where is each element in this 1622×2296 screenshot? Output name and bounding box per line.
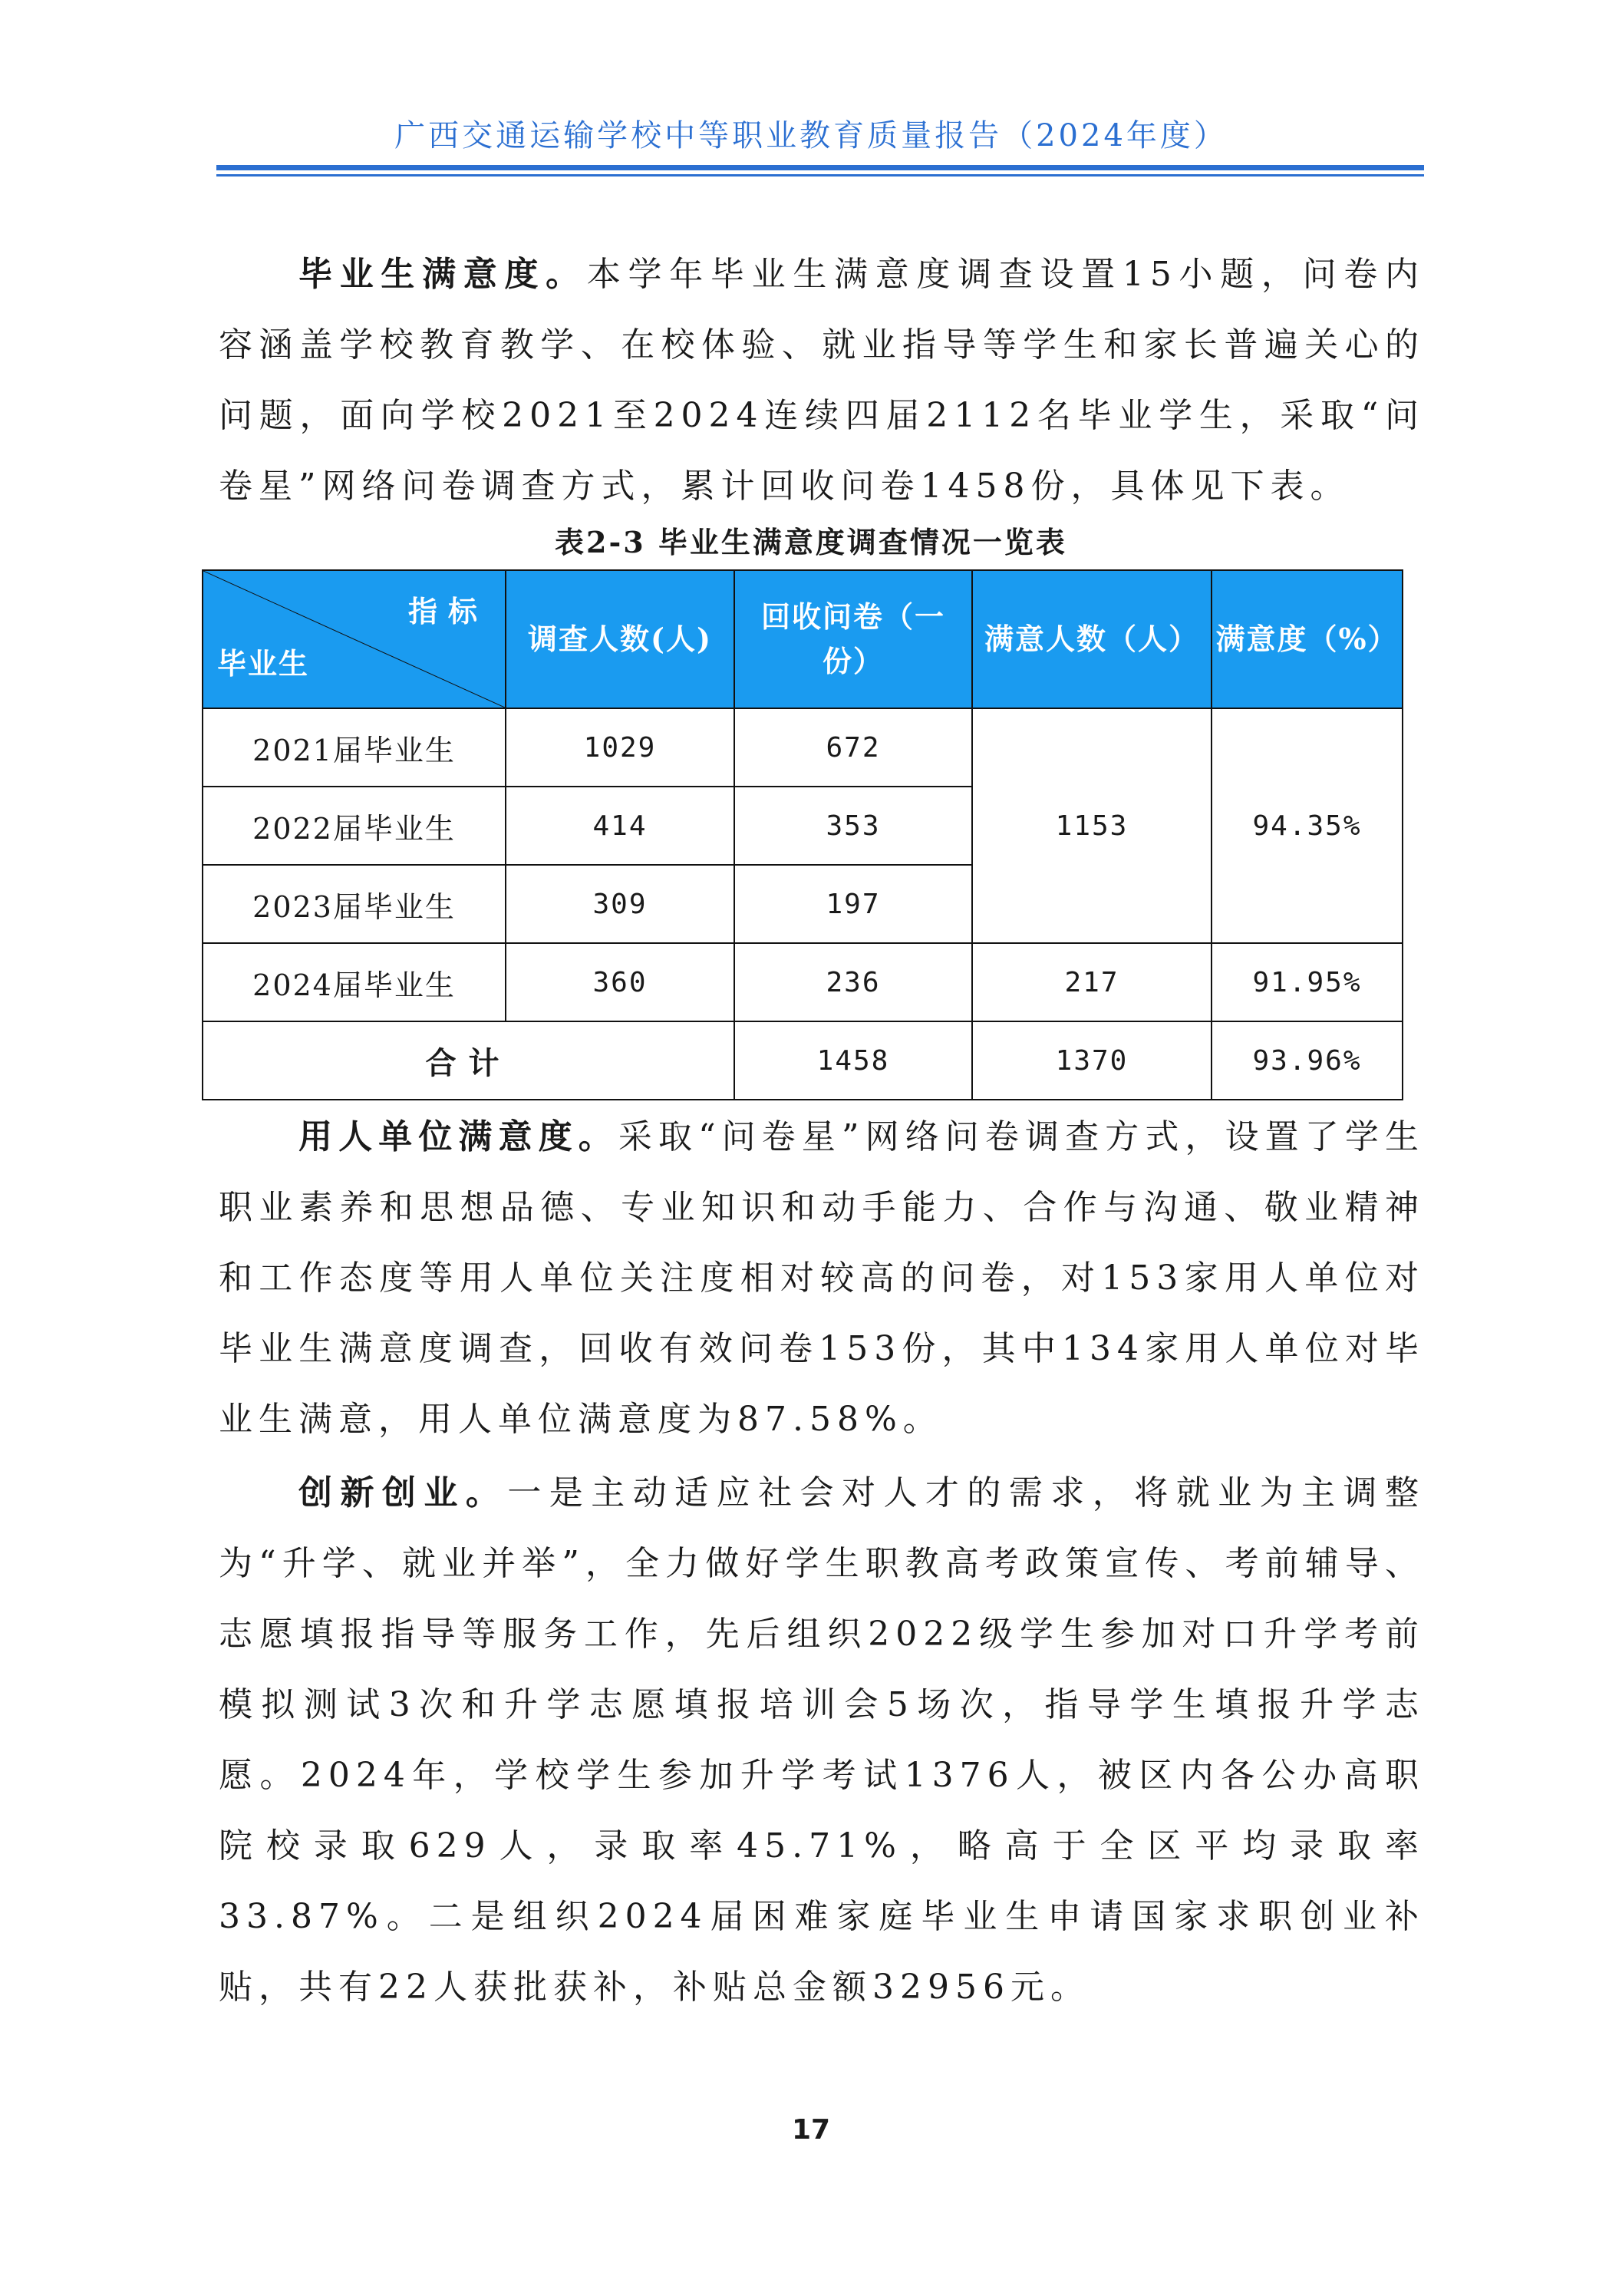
table-caption: 表2-3 毕业生满意度调查情况一览表 bbox=[555, 525, 1067, 559]
page-number: 17 bbox=[791, 2114, 831, 2146]
cell-surveyed: 309 bbox=[506, 865, 734, 943]
row-label: 2021届毕业生 bbox=[203, 708, 506, 787]
paragraph-text: 本学年毕业生满意度调查设置15小题，问卷内容涵盖学校教育教学、在校体验、就业指导等学生和家长普遍关心的问题，面向学校2021至2024连续四届2112名毕业学生，采取“问卷星”网络问卷调查方式，累计回收问卷1458份，具体见下表。 bbox=[219, 255, 1425, 506]
row-label: 2023届毕业生 bbox=[203, 865, 506, 943]
header-satisfied: 满意人数（人） bbox=[972, 570, 1212, 708]
diagonal-header-cell bbox=[203, 570, 506, 708]
header-returned: 回收问卷（一份） bbox=[734, 570, 972, 708]
header-graduate-label: 毕业生 bbox=[217, 646, 310, 681]
cell-returned: 353 bbox=[734, 787, 972, 865]
header-surveyed: 调查人数(人) bbox=[506, 570, 734, 708]
paragraph-lead: 用人单位满意度。 bbox=[298, 1117, 618, 1156]
total-returned: 1458 bbox=[734, 1021, 972, 1100]
paragraph-employer-satisfaction bbox=[219, 1102, 1425, 1455]
header-rule bbox=[216, 165, 1424, 170]
table-row bbox=[203, 943, 1403, 1021]
table-row bbox=[203, 708, 1403, 787]
header-indicator-label: 指标 bbox=[407, 594, 488, 628]
total-satisfied: 1370 bbox=[972, 1021, 1212, 1100]
cell-surveyed: 1029 bbox=[506, 708, 734, 787]
paragraph-innovation-entrepreneurship bbox=[219, 1458, 1425, 2023]
total-label: 合计 bbox=[203, 1021, 734, 1100]
paragraph-text: 一是主动适应社会对人才的需求，将就业为主调整为“升学、就业并举”，全力做好学生职教高考政策宣传、考前辅导、志愿填报指导等服务工作，先后组织2022级学生参加对口升学考前模拟测试3次和升学志愿填报培训会5场次，指导学生填报升学志愿。2024年，学校学生参加升学考试1376人，被区内各公办高职院校录取629人，录取率45.71%，略高于全区平均录取率33.87%。二是组织2024届困难家庭毕业生申请国家求职创业补贴，共有22人获批获补，补贴总金额32956元。 bbox=[219, 1473, 1426, 2007]
table-total-row bbox=[203, 1021, 1403, 1100]
cell-rate-merged: 94.35% bbox=[1212, 708, 1403, 943]
paragraph-graduate-satisfaction bbox=[219, 239, 1425, 522]
header-rule-thin bbox=[216, 174, 1424, 176]
paragraph-lead: 创新创业。 bbox=[298, 1473, 508, 1513]
total-rate: 93.96% bbox=[1212, 1021, 1403, 1100]
paragraph-text: 采取“问卷星”网络问卷调查方式，设置了学生职业素养和思想品德、专业知识和动手能力、合作与沟通、敬业精神和工作态度等用人单位关注度相对较高的问卷，对153家用人单位对毕业生满意度调查，回收有效问卷153份，其中134家用人单位对毕业生满意，用人单位满意度为87.58%。 bbox=[219, 1117, 1425, 1439]
cell-satisfied: 217 bbox=[972, 943, 1212, 1021]
cell-rate: 91.95% bbox=[1212, 943, 1403, 1021]
cell-returned: 197 bbox=[734, 865, 972, 943]
cell-returned: 236 bbox=[734, 943, 972, 1021]
report-header-title: 广西交通运输学校中等职业教育质量报告（2024年度） bbox=[394, 118, 1228, 153]
graduate-satisfaction-table bbox=[202, 569, 1403, 1100]
row-label: 2022届毕业生 bbox=[203, 787, 506, 865]
cell-returned: 672 bbox=[734, 708, 972, 787]
paragraph-lead: 毕业生满意度。 bbox=[298, 255, 587, 294]
row-label: 2024届毕业生 bbox=[203, 943, 506, 1021]
table-header-row bbox=[203, 570, 1403, 708]
header-rate: 满意度（%） bbox=[1212, 570, 1403, 708]
cell-surveyed: 414 bbox=[506, 787, 734, 865]
cell-surveyed: 360 bbox=[506, 943, 734, 1021]
cell-satisfied-merged: 1153 bbox=[972, 708, 1212, 943]
